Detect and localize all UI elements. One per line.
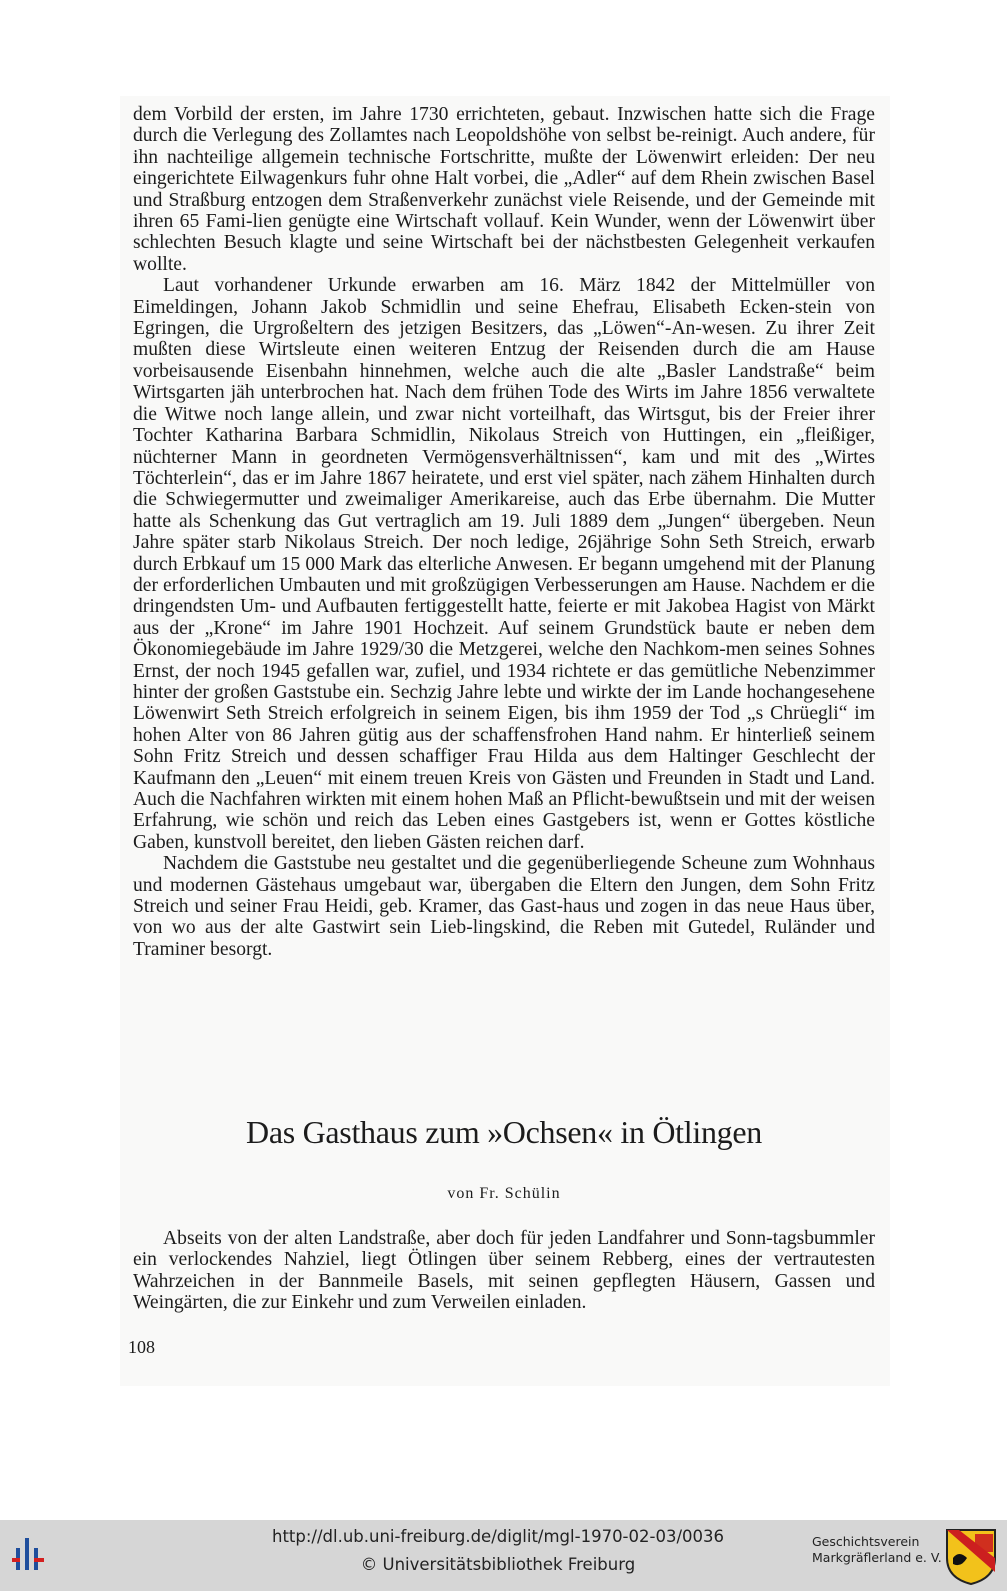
page-number: 108 [128,1337,155,1357]
society-name [812,1534,942,1566]
article-intro [133,1228,875,1314]
ub-freiburg-logo-icon[interactable] [12,1534,64,1578]
footer-copyright: © Universitätsbibliothek Freiburg [360,1555,636,1574]
paragraph: Abseits von der alten Landstraße, aber doch für jeden Landfahrer und Sonn-tagsbummler ein verlockendes Nahziel, liegt Ötlingen über seinem Rebberg, eines der vertrautesten Wahrzeichen in der Bannmeile Basels, mit seinen gepflegten Häusern, Gassen und Weingärten, die zur Einkehr und zum Verweilen einladen. [133,1228,875,1314]
footer-url-link[interactable]: http://dl.ub.uni-freiburg.de/diglit/mgl-1970-02-03/0036 [271,1527,725,1546]
article-byline: von Fr. Schülin [447,1185,561,1202]
footer-bar [0,1520,1007,1591]
paragraph: dem Vorbild der ersten, im Jahre 1730 errichteten, gebaut. Inzwischen hatte sich die Frage durch die Verlegung des Zollamtes nach Leopoldshöhe von selbst be-reinigt. Auch andere, für ihn nachteilige allgemein technische Fortschritte, mußte der Löwenwirt erleiden: Der neu eingerichtete Eilwagenkurs fuhr ohne Halt vorbei, die „Adler“ auf dem Rhein zwischen Basel und Straßburg entzogen dem Straßenverkehr zunächst viele Reisende, und der Gemeinde mit ihren 65 Fami-lien genügte eine Wirtschaft vollauf. Kein Wunder, wenn der Löwenwirt über schlechten Besuch klagte und seine Wirtschaft bei der nächstbesten Gelegenheit verkaufen wollte. [133,104,875,275]
coat-of-arms-icon[interactable] [945,1528,997,1586]
paragraph: Nachdem die Gaststube neu gestaltet und die gegenüberliegende Scheune zum Wohnhaus und modernen Gästehaus umgebaut war, übergaben die Eltern den Jungen, dem Sohn Fritz Streich und seiner Frau Heidi, geb. Kramer, das Gast-haus und zogen in das neue Haus über, von wo aus der alte Gastwirt sein Lieb-lingskind, die Reben mit Gutedel, Ruländer und Traminer besorgt. [133,853,875,960]
article-body [133,104,875,960]
article-heading: Das Gasthaus zum »Ochsen« in Ötlingen [246,1114,762,1150]
paragraph: Laut vorhandener Urkunde erwarben am 16. März 1842 der Mittelmüller von Eimeldingen, Johann Jakob Schmidlin und seine Ehefrau, Elisabeth Ecken-stein von Egringen, die Urgroßeltern des jetzigen Besitzers, das „Löwen“-An-wesen. Zu ihrer Zeit mußten diese Wirtsleute einen weiteren Entzug der Reisenden durch die am Hause vorbeisausende Eisenbahn hinnehmen, welche auch die alte „Basler Landstraße“ beim Wirtsgarten jäh unterbrochen hat. Nach dem frühen Tode des Wirts im Jahre 1856 verwaltete die Witwe noch lange allein, und zwar nicht vorteilhaft, das Wirtsgut, bis der Freier ihrer Tochter Katharina Barbara Schmidlin, Nikolaus Streich von Huttingen, ein „fleißiger, nüchterner Mann in geordneten Vermögensverhältnissen“, kam und mit des „Wirtes Töchterlein“, das er im Jahre 1867 heiratete, und erst viel später, nach zähem Hinhalten durch die Schwiegermutter und zweimaliger Amerikareise, auch das Erbe übernahm. Die Mutter hatte als Schenkung das Gut vertraglich am 19. Juli 1889 dem „Jungen“ übergeben. Neun Jahre später starb Nikolaus Streich. Der noch ledige, 26jährige Sohn Seth Streich, erwarb durch Erbkauf um 15 000 Mark das elterliche Anwesen. Er begann umgehend mit der Planung der erforderlichen Umbauten und mit großzügigen Verbesserungen am Hause. Nachdem er die dringendsten Um- und Aufbauten fertiggestellt hatte, feierte er mit Jakobea Hagist von Märkt aus der „Krone“ im Jahre 1901 Hochzeit. Auf seinem Grundstück baute er neben dem Ökonomiegebäude im Jahre 1929/30 die Metzgerei, welche den Nachkom-men seines Sohnes Ernst, der noch 1945 gefallen war, zufiel, und 1934 richtete er das gemütliche Nebenzimmer hinter der großen Gaststube ein. Sechzig Jahre lebte und wirkte der im Lande hochangesehene Löwenwirt Seth Streich erfolgreich in seinem Eigen, bis ihm 1959 der Tod „s Chrüegli“ im hohen Alter von 86 Jahren gütig aus der schaffensfrohen Hand nahm. Er hinterließ seinem Sohn Fritz Streich und dessen schaffiger Frau Hilda aus dem Haltinger Geschlecht der Kaufmann den „Leuen“ mit einem treuen Kreis von Gästen und Freunden in Stadt und Land. Auch die Nachfahren wirkten mit einem hohen Maß an Pflicht-bewußtsein und mit der weisen Erfahrung, wie schön und reich das Leben eines Gastgebers ist, wenn er Gottes köstliche Gaben, kunstvoll bereitet, den lieben Gästen reichen darf. [133,275,875,853]
society-line-2: Markgräflerland e. V. [812,1550,942,1565]
society-line-1: Geschichtsverein [812,1534,920,1549]
